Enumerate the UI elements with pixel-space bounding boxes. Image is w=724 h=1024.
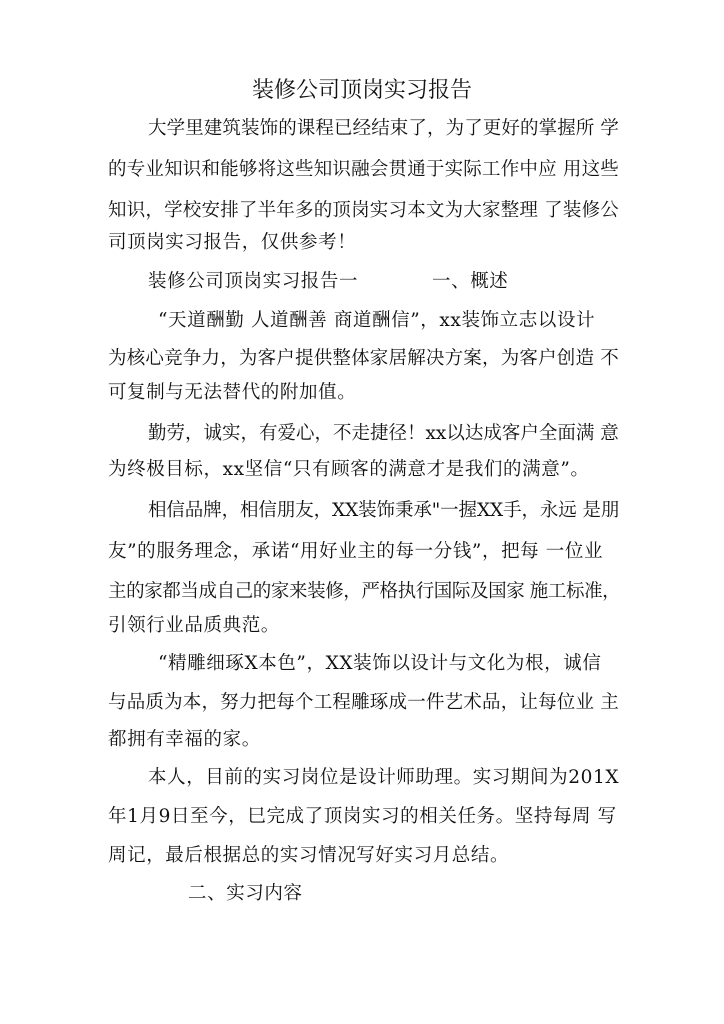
section-heading: 一、概述 xyxy=(432,271,509,292)
paragraph-line: 都拥有幸福的家。 xyxy=(108,729,261,750)
paragraph-line: 知识，学校安排了半年多的顶岗实习本文为大家整理 了装修公 xyxy=(108,200,619,221)
paragraph-line: 主的家都当成自己的家来装修，严格执行国际及国家 施工标准， xyxy=(108,581,621,602)
paragraph-line: “精雕细琢X本色”，XX装饰以设计与文化为根，诚信 xyxy=(158,653,602,674)
paragraph-line: 大学里建筑装饰的课程已经结束了，为了更好的掌握所 学 xyxy=(148,118,619,139)
section-heading: 二、实习内容 xyxy=(188,883,303,904)
paragraph-line: 引领行业品质典范。 xyxy=(108,615,280,636)
section-label: 装修公司顶岗实习报告一 xyxy=(148,271,359,292)
paragraph-line: 为核心竞争力，为客户提供整体家居解决方案，为客户创造 不 xyxy=(108,348,619,369)
paragraph-line: 与品质为本，努力把每个工程雕琢成一件艺术品，让每位业 主 xyxy=(108,692,619,713)
paragraph-line: 周记，最后根据总的实习情况写好实习月总结。 xyxy=(108,845,510,866)
page-title: 装修公司顶岗实习报告 xyxy=(251,78,472,103)
paragraph-line: “天道酬勤 人道酬善 商道酬信”，xx装饰立志以设计 xyxy=(158,310,596,331)
paragraph-line: 为终极目标，xx坚信“只有顾客的满意才是我们的满意”。 xyxy=(108,459,590,480)
paragraph-line: 勤劳，诚实，有爱心，不走捷径！xx以达成客户全面满 意 xyxy=(148,423,619,444)
paragraph-line: 本人，目前的实习岗位是设计师助理。实习期间为201X xyxy=(148,767,620,788)
paragraph-line: 年1月9日至今，巳完成了顶岗实习的相关任务。坚持每周 写 xyxy=(108,806,617,827)
paragraph-line: 友”的服务理念，承诺“用好业主的每一分钱”，把每 一位业 xyxy=(108,541,604,562)
paragraph-line: 司顶岗实习报告，仅供参考！ xyxy=(108,232,357,253)
paragraph-line: 的专业知识和能够将这些知识融会贯通于实际工作中应 用这些 xyxy=(108,159,619,180)
paragraph-line: 相信品牌，相信朋友，XX装饰秉承"一握XX手，永远 是朋 xyxy=(148,500,620,521)
paragraph-line: 可复制与无法替代的附加值。 xyxy=(108,382,357,403)
